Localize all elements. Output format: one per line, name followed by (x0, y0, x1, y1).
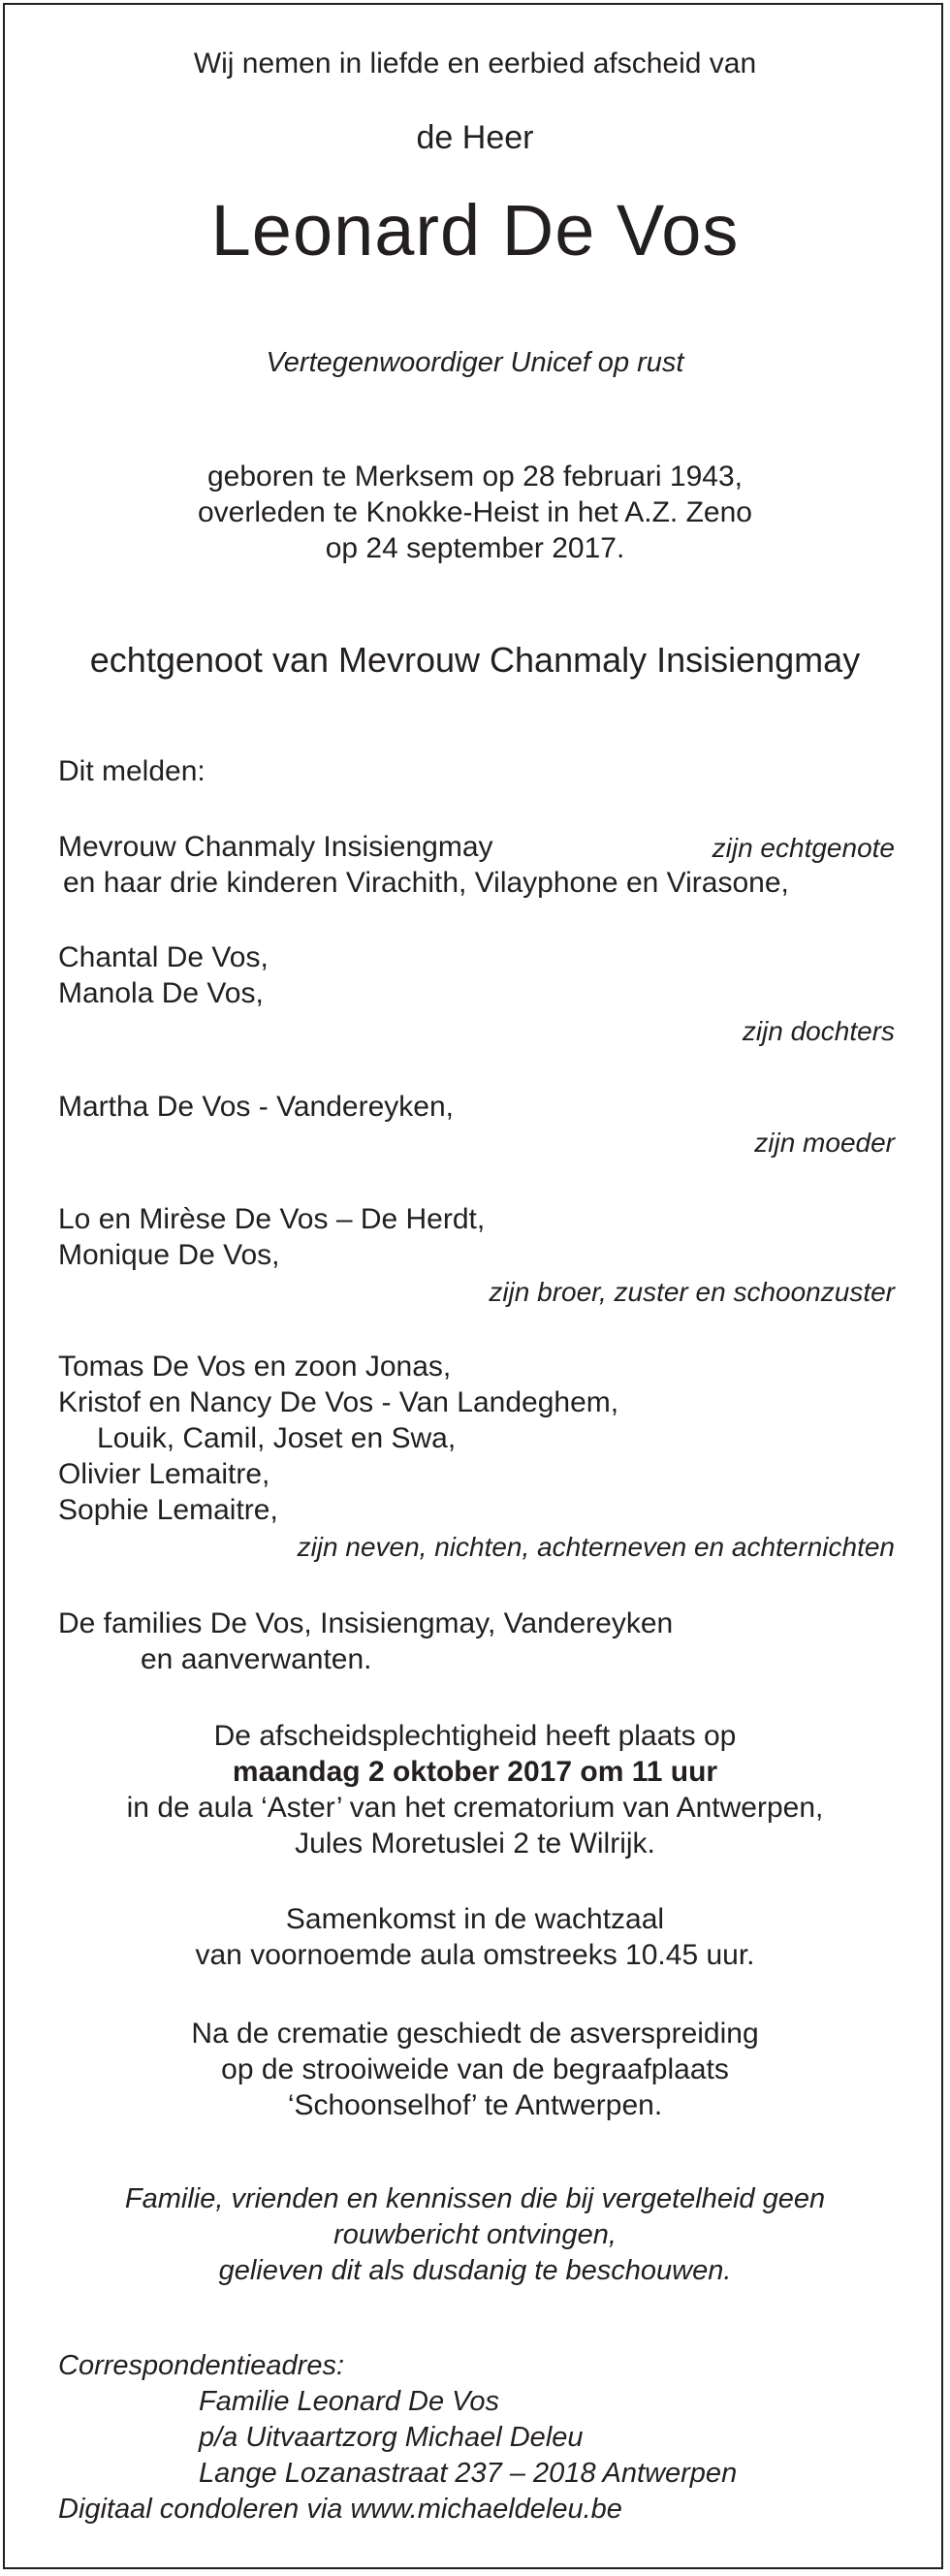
relatives-line: en aanverwanten. (141, 1643, 372, 1675)
occupation: Vertegenwoordiger Unicef op rust (266, 347, 684, 378)
ceremony-date-time: maandag 2 oktober 2017 om 11 uur (232, 1756, 718, 1788)
families-line: De families De Vos, Insisiengmay, Vandereyken (58, 1607, 674, 1639)
sibling-2: Monique De Vos, (58, 1239, 280, 1271)
death-place-line: overleden te Knokke-Heist in het A.Z. Zeno (198, 496, 752, 528)
nephew-2: Kristof en Nancy De Vos - Van Landeghem, (58, 1386, 619, 1418)
scattering-line-2: op de strooiweide van de begraafplaats (221, 2053, 729, 2085)
nephew-4: Sophie Lemaitre, (58, 1494, 278, 1526)
correspondence-line-2: p/a Uitvaartzorg Michael Deleu (199, 2422, 584, 2453)
wife-role: zijn echtgenote (712, 833, 895, 863)
notice-line-2: rouwbericht ontvingen, (333, 2219, 617, 2250)
daughters-role: zijn dochters (742, 1016, 895, 1046)
scattering-line-3: ‘Schoonselhof’ te Antwerpen. (287, 2089, 663, 2121)
birth-line: geboren te Merksem op 28 februari 1943, (207, 461, 743, 493)
deceased-name: Leonard De Vos (210, 190, 740, 270)
nephew-3: Olivier Lemaitre, (58, 1458, 270, 1490)
notice-line-1: Familie, vrienden en kennissen die bij vergetelheid geen (124, 2183, 826, 2214)
ceremony-line-1: De afscheidsplechtigheid heeft plaats op (213, 1720, 737, 1752)
siblings-role: zijn broer, zuster en schoonzuster (489, 1277, 895, 1307)
nephew-1: Tomas De Vos en zoon Jonas, (58, 1351, 452, 1383)
correspondence-heading: Correspondentieadres: (58, 2350, 345, 2381)
gathering-line-2: van voornoemde aula omstreeks 10.45 uur. (195, 1939, 755, 1971)
ceremony-location: in de aula ‘Aster’ van het crematorium van Antwerpen, (126, 1792, 824, 1824)
spouse-line: echtgenoot van Mevrouw Chanmaly Insisiengmay (89, 640, 861, 680)
mother-name: Martha De Vos - Vandereyken, (58, 1091, 454, 1123)
sibling-1: Lo en Mirèse De Vos – De Herdt, (58, 1203, 486, 1235)
salutation: de Heer (416, 119, 534, 156)
wife-name: Mevrouw Chanmaly Insisiengmay (58, 831, 493, 863)
death-date-line: op 24 september 2017. (325, 532, 625, 564)
condolence-link[interactable]: Digitaal condoleren via www.michaeldeleu.be (58, 2494, 622, 2525)
mother-role: zijn moeder (754, 1128, 895, 1158)
gathering-line-1: Samenkomst in de wachtzaal (285, 1903, 665, 1935)
ceremony-address: Jules Moretuslei 2 te Wilrijk. (295, 1828, 655, 1860)
nephew-2-children: Louik, Camil, Joset en Swa, (97, 1422, 457, 1454)
correspondence-line-3: Lange Lozanastraat 237 – 2018 Antwerpen (199, 2458, 738, 2489)
notice-line-3: gelieven dit als dusdanig te beschouwen. (218, 2255, 732, 2286)
correspondence-line-1: Familie Leonard De Vos (199, 2386, 500, 2417)
intro-line: Wij nemen in liefde en eerbied afscheid van (193, 48, 757, 80)
scattering-line-1: Na de crematie geschiedt de asverspreiding (191, 2018, 759, 2050)
wife-children: en haar drie kinderen Virachith, Vilayphone en Virasone, (63, 867, 789, 899)
daughter-2: Manola De Vos, (58, 977, 264, 1009)
nephews-role: zijn neven, nichten, achterneven en achternichten (297, 1532, 895, 1562)
family-heading: Dit melden: (58, 755, 206, 787)
daughter-1: Chantal De Vos, (58, 941, 269, 973)
